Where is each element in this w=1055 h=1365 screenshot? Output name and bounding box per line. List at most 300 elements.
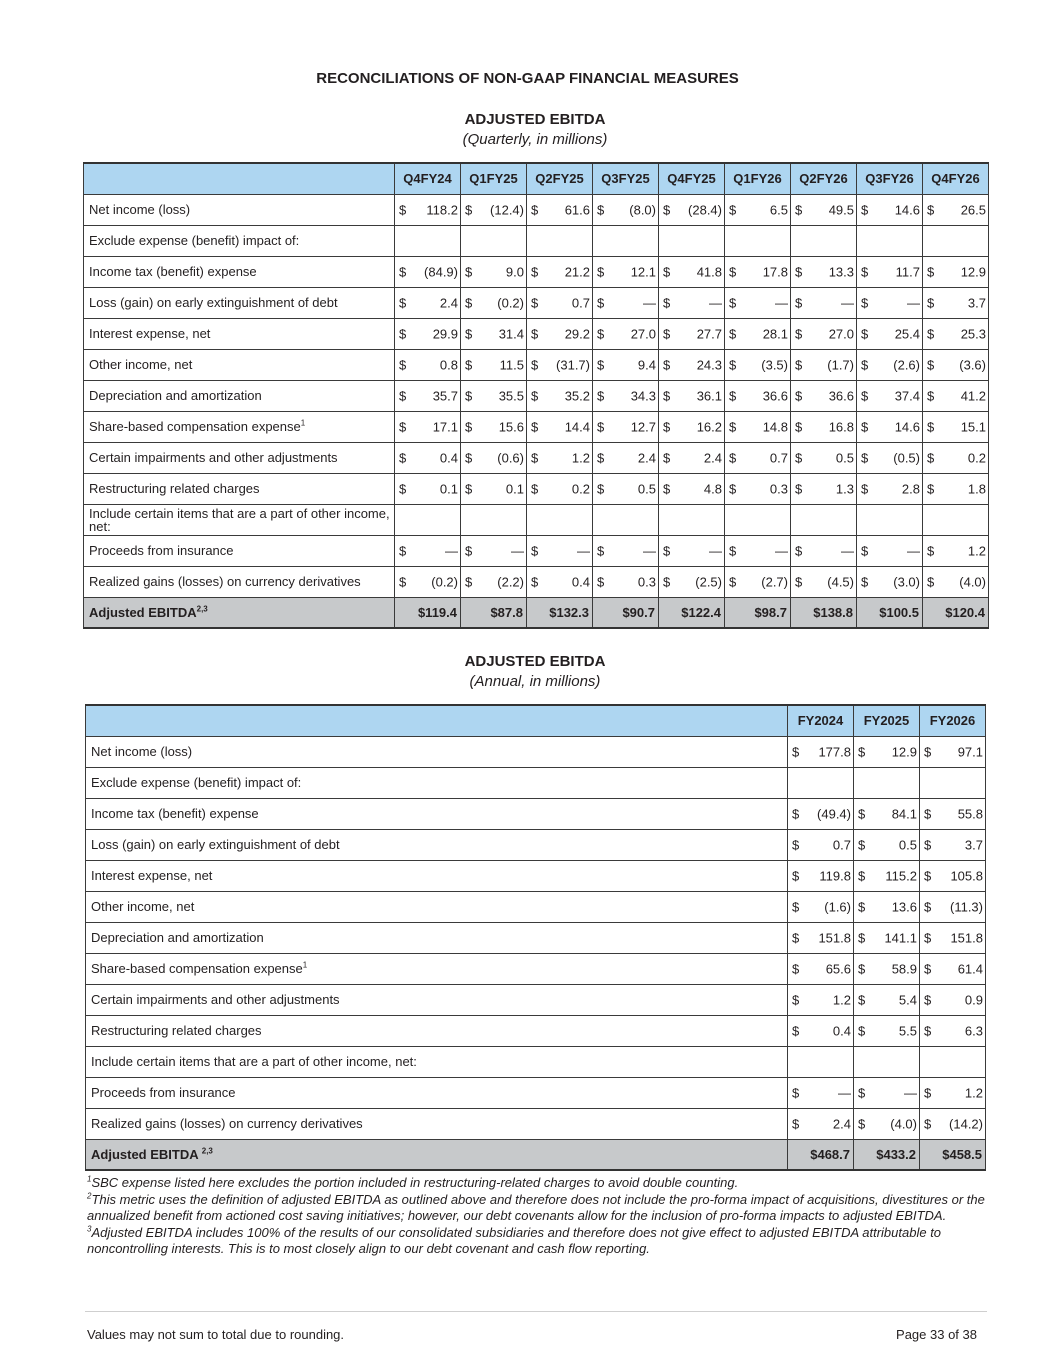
value-cell bbox=[854, 767, 920, 798]
cell-value: — bbox=[907, 295, 920, 310]
page-title: RECONCILIATIONS OF NON-GAAP FINANCIAL MEASURES bbox=[316, 70, 739, 87]
total-value: $433.2 bbox=[854, 1139, 920, 1170]
currency-symbol: $ bbox=[792, 837, 800, 852]
currency-symbol: $ bbox=[927, 450, 935, 465]
cell-value: 21.2 bbox=[564, 264, 590, 279]
value-cell bbox=[593, 535, 659, 566]
cell-value: 61.6 bbox=[564, 202, 590, 217]
currency-symbol: $ bbox=[531, 481, 539, 496]
table-row bbox=[86, 984, 986, 1015]
footnote-ref: 2,3 bbox=[196, 604, 208, 614]
table-row bbox=[84, 349, 989, 380]
row-label bbox=[84, 318, 395, 349]
cell-value: 27.7 bbox=[696, 326, 722, 341]
cell-value: — bbox=[643, 295, 656, 310]
currency-symbol: $ bbox=[858, 961, 866, 976]
currency-symbol: $ bbox=[597, 574, 605, 589]
value-cell bbox=[920, 1108, 986, 1139]
cell-value: 25.3 bbox=[960, 326, 986, 341]
quarterly-ebitda-table bbox=[83, 162, 989, 629]
cell-value: — bbox=[775, 295, 788, 310]
value-cell bbox=[593, 411, 659, 442]
total-value: $132.3 bbox=[527, 597, 593, 628]
value-cell bbox=[395, 225, 461, 256]
cell-value: 36.6 bbox=[828, 388, 854, 403]
cell-value: 2.4 bbox=[703, 450, 722, 465]
value-cell bbox=[923, 473, 989, 504]
value-cell bbox=[788, 1108, 854, 1139]
cell-value: 0.1 bbox=[505, 481, 524, 496]
annual-section-subtitle: (Annual, in millions) bbox=[469, 673, 601, 690]
cell-value: 14.8 bbox=[762, 419, 788, 434]
value-cell bbox=[857, 349, 923, 380]
currency-symbol: $ bbox=[858, 899, 866, 914]
currency-symbol: $ bbox=[399, 450, 407, 465]
value-cell bbox=[725, 225, 791, 256]
currency-symbol: $ bbox=[861, 264, 869, 279]
currency-symbol: $ bbox=[465, 326, 473, 341]
currency-symbol: $ bbox=[795, 481, 803, 496]
currency-symbol: $ bbox=[858, 1023, 866, 1038]
row-label bbox=[86, 767, 788, 798]
currency-symbol: $ bbox=[792, 899, 800, 914]
currency-symbol: $ bbox=[861, 295, 869, 310]
cell-value: 115.2 bbox=[885, 868, 917, 883]
cell-value: (0.5) bbox=[893, 450, 920, 465]
row-label bbox=[84, 256, 395, 287]
cell-value: 36.1 bbox=[696, 388, 722, 403]
currency-symbol: $ bbox=[792, 1116, 800, 1131]
table-row bbox=[86, 767, 986, 798]
total-label bbox=[86, 1139, 788, 1170]
currency-symbol: $ bbox=[663, 574, 671, 589]
currency-symbol: $ bbox=[858, 992, 866, 1007]
value-cell bbox=[659, 225, 725, 256]
cell-value: 28.1 bbox=[762, 326, 788, 341]
value-cell bbox=[923, 380, 989, 411]
table-row bbox=[86, 1077, 986, 1108]
currency-symbol: $ bbox=[597, 450, 605, 465]
row-label bbox=[86, 1108, 788, 1139]
value-cell bbox=[527, 504, 593, 535]
currency-symbol: $ bbox=[597, 419, 605, 434]
value-cell bbox=[659, 194, 725, 225]
value-cell bbox=[920, 984, 986, 1015]
value-cell bbox=[920, 922, 986, 953]
cell-value: — bbox=[907, 543, 920, 558]
cell-value: (2.6) bbox=[893, 357, 920, 372]
currency-symbol: $ bbox=[792, 1085, 800, 1100]
cell-value: (12.4) bbox=[490, 202, 524, 217]
cell-value: 1.2 bbox=[832, 992, 851, 1007]
row-label bbox=[84, 566, 395, 597]
cell-value: — bbox=[775, 543, 788, 558]
value-cell bbox=[791, 287, 857, 318]
cell-value: 0.2 bbox=[571, 481, 590, 496]
value-cell bbox=[593, 225, 659, 256]
cell-value: (11.3) bbox=[950, 899, 983, 914]
value-cell bbox=[920, 767, 986, 798]
row-label-text: Realized gains (losses) on currency derivatives bbox=[91, 1116, 363, 1131]
currency-symbol: $ bbox=[729, 295, 737, 310]
row-label bbox=[84, 194, 395, 225]
cell-value: — bbox=[511, 543, 524, 558]
currency-symbol: $ bbox=[729, 388, 737, 403]
currency-symbol: $ bbox=[927, 202, 935, 217]
currency-symbol: $ bbox=[531, 388, 539, 403]
currency-symbol: $ bbox=[795, 419, 803, 434]
row-label-text: Other income, net bbox=[91, 899, 195, 914]
row-label-text: Other income, net bbox=[89, 357, 193, 372]
value-cell bbox=[725, 194, 791, 225]
cell-value: (2.5) bbox=[695, 574, 722, 589]
row-label bbox=[86, 1015, 788, 1046]
quarterly-section-title: ADJUSTED EBITDA bbox=[464, 111, 606, 128]
cell-value: (1.7) bbox=[827, 357, 854, 372]
currency-symbol: $ bbox=[858, 930, 866, 945]
cell-value: 16.8 bbox=[828, 419, 854, 434]
currency-symbol: $ bbox=[663, 264, 671, 279]
value-cell bbox=[920, 1046, 986, 1077]
value-cell bbox=[920, 1015, 986, 1046]
cell-value: 6.5 bbox=[769, 202, 788, 217]
value-cell bbox=[920, 736, 986, 767]
row-label bbox=[86, 922, 788, 953]
value-cell bbox=[659, 380, 725, 411]
cell-value: 29.2 bbox=[564, 326, 590, 341]
currency-symbol: $ bbox=[597, 481, 605, 496]
row-label-text: Certain impairments and other adjustments bbox=[89, 450, 338, 465]
value-cell bbox=[923, 349, 989, 380]
currency-symbol: $ bbox=[663, 543, 671, 558]
total-value: $100.5 bbox=[857, 597, 923, 628]
table-row bbox=[84, 225, 989, 256]
cell-value: — bbox=[841, 543, 854, 558]
table-row bbox=[84, 194, 989, 225]
value-cell bbox=[659, 256, 725, 287]
row-label-text: Restructuring related charges bbox=[89, 481, 260, 496]
quarterly-section-subtitle: (Quarterly, in millions) bbox=[462, 131, 608, 148]
currency-symbol: $ bbox=[399, 388, 407, 403]
cell-value: (4.5) bbox=[827, 574, 854, 589]
row-label-text: Exclude expense (benefit) impact of: bbox=[89, 233, 300, 248]
cell-value: 0.2 bbox=[967, 450, 986, 465]
value-cell bbox=[395, 256, 461, 287]
currency-symbol: $ bbox=[399, 326, 407, 341]
cell-value: 31.4 bbox=[498, 326, 524, 341]
value-cell bbox=[854, 860, 920, 891]
value-cell bbox=[461, 566, 527, 597]
value-cell bbox=[395, 318, 461, 349]
cell-value: 12.7 bbox=[630, 419, 656, 434]
cell-value: 4.8 bbox=[703, 481, 722, 496]
currency-symbol: $ bbox=[399, 264, 407, 279]
currency-symbol: $ bbox=[531, 543, 539, 558]
value-cell bbox=[527, 442, 593, 473]
value-cell bbox=[659, 566, 725, 597]
cell-value: 37.4 bbox=[894, 388, 920, 403]
value-cell bbox=[854, 1046, 920, 1077]
cell-value: 119.8 bbox=[819, 868, 851, 883]
table-row bbox=[84, 504, 989, 535]
cell-value: 0.7 bbox=[769, 450, 788, 465]
total-value: $120.4 bbox=[923, 597, 989, 628]
currency-symbol: $ bbox=[465, 543, 473, 558]
value-cell bbox=[923, 566, 989, 597]
currency-symbol: $ bbox=[531, 419, 539, 434]
table-row bbox=[86, 736, 986, 767]
table-row bbox=[84, 318, 989, 349]
currency-symbol: $ bbox=[924, 1023, 932, 1038]
cell-value: 0.9 bbox=[964, 992, 983, 1007]
cell-value: (4.0) bbox=[959, 574, 986, 589]
cell-value: 29.9 bbox=[432, 326, 458, 341]
currency-symbol: $ bbox=[861, 357, 869, 372]
value-cell bbox=[920, 798, 986, 829]
row-label-text: Loss (gain) on early extinguishment of debt bbox=[91, 837, 340, 852]
currency-symbol: $ bbox=[729, 574, 737, 589]
row-label bbox=[86, 891, 788, 922]
currency-symbol: $ bbox=[924, 868, 932, 883]
value-cell bbox=[854, 798, 920, 829]
annual-ebitda-table bbox=[85, 704, 986, 1171]
total-value: $122.4 bbox=[659, 597, 725, 628]
value-cell bbox=[791, 256, 857, 287]
value-cell bbox=[461, 535, 527, 566]
table-row bbox=[86, 1108, 986, 1139]
value-cell bbox=[923, 318, 989, 349]
value-cell bbox=[527, 287, 593, 318]
cell-value: 27.0 bbox=[630, 326, 656, 341]
cell-value: 17.1 bbox=[432, 419, 458, 434]
row-label bbox=[84, 287, 395, 318]
value-cell bbox=[923, 504, 989, 535]
cell-value: 49.5 bbox=[828, 202, 854, 217]
row-label bbox=[84, 411, 395, 442]
cell-value: 2.4 bbox=[832, 1116, 851, 1131]
cell-value: 17.8 bbox=[762, 264, 788, 279]
currency-symbol: $ bbox=[729, 419, 737, 434]
currency-symbol: $ bbox=[795, 326, 803, 341]
column-header: Q3FY25 bbox=[593, 163, 659, 194]
row-label bbox=[86, 1046, 788, 1077]
cell-value: 25.4 bbox=[894, 326, 920, 341]
column-header: Q2FY26 bbox=[791, 163, 857, 194]
currency-symbol: $ bbox=[597, 326, 605, 341]
cell-value: 9.0 bbox=[505, 264, 524, 279]
cell-value: 34.3 bbox=[630, 388, 656, 403]
currency-symbol: $ bbox=[597, 388, 605, 403]
cell-value: — bbox=[577, 543, 590, 558]
value-cell bbox=[395, 504, 461, 535]
header-label-cell bbox=[84, 163, 395, 194]
cell-value: (0.2) bbox=[431, 574, 458, 589]
currency-symbol: $ bbox=[465, 481, 473, 496]
footnote-ref: 1 bbox=[300, 418, 306, 428]
cell-value: (2.7) bbox=[761, 574, 788, 589]
row-label-text: Certain impairments and other adjustments bbox=[91, 992, 340, 1007]
value-cell bbox=[461, 194, 527, 225]
row-label-text: Share-based compensation expense bbox=[89, 419, 301, 434]
cell-value: 14.4 bbox=[564, 419, 590, 434]
value-cell bbox=[791, 411, 857, 442]
table-row bbox=[84, 535, 989, 566]
row-label-text: Proceeds from insurance bbox=[89, 543, 234, 558]
value-cell bbox=[788, 984, 854, 1015]
value-cell bbox=[395, 194, 461, 225]
currency-symbol: $ bbox=[465, 388, 473, 403]
currency-symbol: $ bbox=[729, 202, 737, 217]
value-cell bbox=[461, 411, 527, 442]
currency-symbol: $ bbox=[795, 388, 803, 403]
cell-value: 6.3 bbox=[964, 1023, 983, 1038]
value-cell bbox=[854, 1015, 920, 1046]
value-cell bbox=[854, 922, 920, 953]
value-cell bbox=[527, 349, 593, 380]
cell-value: 16.2 bbox=[696, 419, 722, 434]
cell-value: 13.3 bbox=[828, 264, 854, 279]
currency-symbol: $ bbox=[795, 357, 803, 372]
cell-value: 12.1 bbox=[630, 264, 656, 279]
currency-symbol: $ bbox=[663, 450, 671, 465]
cell-value: 0.7 bbox=[571, 295, 590, 310]
value-cell bbox=[854, 736, 920, 767]
cell-value: 0.4 bbox=[571, 574, 590, 589]
currency-symbol: $ bbox=[663, 419, 671, 434]
cell-value: 0.7 bbox=[832, 837, 851, 852]
value-cell bbox=[725, 411, 791, 442]
value-cell bbox=[857, 318, 923, 349]
cell-value: (3.6) bbox=[959, 357, 986, 372]
cell-value: 27.0 bbox=[828, 326, 854, 341]
value-cell bbox=[788, 891, 854, 922]
currency-symbol: $ bbox=[663, 357, 671, 372]
cell-value: — bbox=[838, 1085, 851, 1100]
currency-symbol: $ bbox=[924, 930, 932, 945]
value-cell bbox=[725, 349, 791, 380]
cell-value: 151.8 bbox=[818, 930, 851, 945]
cell-value: 0.3 bbox=[769, 481, 788, 496]
value-cell bbox=[854, 1077, 920, 1108]
currency-symbol: $ bbox=[597, 264, 605, 279]
currency-symbol: $ bbox=[597, 202, 605, 217]
value-cell bbox=[461, 225, 527, 256]
value-cell bbox=[725, 566, 791, 597]
value-cell bbox=[923, 287, 989, 318]
value-cell bbox=[527, 411, 593, 442]
value-cell bbox=[527, 318, 593, 349]
value-cell bbox=[857, 504, 923, 535]
cell-value: (2.2) bbox=[497, 574, 524, 589]
column-header: FY2024 bbox=[788, 705, 854, 736]
value-cell bbox=[395, 442, 461, 473]
currency-symbol: $ bbox=[927, 574, 935, 589]
value-cell bbox=[725, 287, 791, 318]
currency-symbol: $ bbox=[729, 357, 737, 372]
value-cell bbox=[593, 442, 659, 473]
table-row bbox=[86, 891, 986, 922]
value-cell bbox=[791, 566, 857, 597]
cell-value: 0.1 bbox=[439, 481, 458, 496]
currency-symbol: $ bbox=[663, 326, 671, 341]
currency-symbol: $ bbox=[729, 481, 737, 496]
currency-symbol: $ bbox=[465, 450, 473, 465]
cell-value: 58.9 bbox=[891, 961, 917, 976]
currency-symbol: $ bbox=[795, 574, 803, 589]
value-cell bbox=[788, 798, 854, 829]
value-cell bbox=[920, 1077, 986, 1108]
row-label bbox=[84, 504, 395, 535]
currency-symbol: $ bbox=[927, 264, 935, 279]
currency-symbol: $ bbox=[597, 357, 605, 372]
currency-symbol: $ bbox=[858, 806, 866, 821]
currency-symbol: $ bbox=[399, 295, 407, 310]
value-cell bbox=[791, 504, 857, 535]
row-label bbox=[84, 225, 395, 256]
total-value: $138.8 bbox=[791, 597, 857, 628]
total-value: $98.7 bbox=[725, 597, 791, 628]
currency-symbol: $ bbox=[795, 450, 803, 465]
total-label bbox=[84, 597, 395, 628]
cell-value: — bbox=[643, 543, 656, 558]
currency-symbol: $ bbox=[861, 388, 869, 403]
row-label bbox=[86, 1077, 788, 1108]
value-cell bbox=[857, 411, 923, 442]
value-cell bbox=[461, 318, 527, 349]
value-cell bbox=[527, 225, 593, 256]
value-cell bbox=[527, 473, 593, 504]
value-cell bbox=[659, 318, 725, 349]
currency-symbol: $ bbox=[663, 481, 671, 496]
value-cell bbox=[725, 380, 791, 411]
currency-symbol: $ bbox=[927, 481, 935, 496]
total-label-text: Adjusted EBITDA bbox=[89, 604, 197, 620]
value-cell bbox=[395, 411, 461, 442]
cell-value: 35.2 bbox=[564, 388, 590, 403]
currency-symbol: $ bbox=[861, 419, 869, 434]
cell-value: 61.4 bbox=[957, 961, 983, 976]
row-label bbox=[86, 953, 788, 984]
currency-symbol: $ bbox=[858, 1116, 866, 1131]
row-label-text: Include certain items that are a part of other income, net: bbox=[89, 506, 390, 534]
value-cell bbox=[461, 287, 527, 318]
row-label-text: Interest expense, net bbox=[91, 868, 213, 883]
currency-symbol: $ bbox=[465, 357, 473, 372]
value-cell bbox=[593, 504, 659, 535]
row-label bbox=[86, 736, 788, 767]
row-label-text: Depreciation and amortization bbox=[91, 930, 264, 945]
currency-symbol: $ bbox=[924, 992, 932, 1007]
footnote-number: 3 bbox=[87, 1224, 92, 1234]
currency-symbol: $ bbox=[792, 868, 800, 883]
value-cell bbox=[791, 225, 857, 256]
currency-symbol: $ bbox=[465, 295, 473, 310]
currency-symbol: $ bbox=[792, 806, 800, 821]
cell-value: 2.4 bbox=[439, 295, 458, 310]
cell-value: — bbox=[709, 295, 722, 310]
row-label bbox=[86, 860, 788, 891]
cell-value: 35.7 bbox=[432, 388, 458, 403]
currency-symbol: $ bbox=[861, 481, 869, 496]
table-row bbox=[84, 256, 989, 287]
table-row bbox=[84, 442, 989, 473]
currency-symbol: $ bbox=[795, 543, 803, 558]
column-header: Q4FY24 bbox=[395, 163, 461, 194]
value-cell bbox=[395, 566, 461, 597]
cell-value: 12.9 bbox=[891, 744, 917, 759]
table-row bbox=[84, 411, 989, 442]
value-cell bbox=[461, 349, 527, 380]
